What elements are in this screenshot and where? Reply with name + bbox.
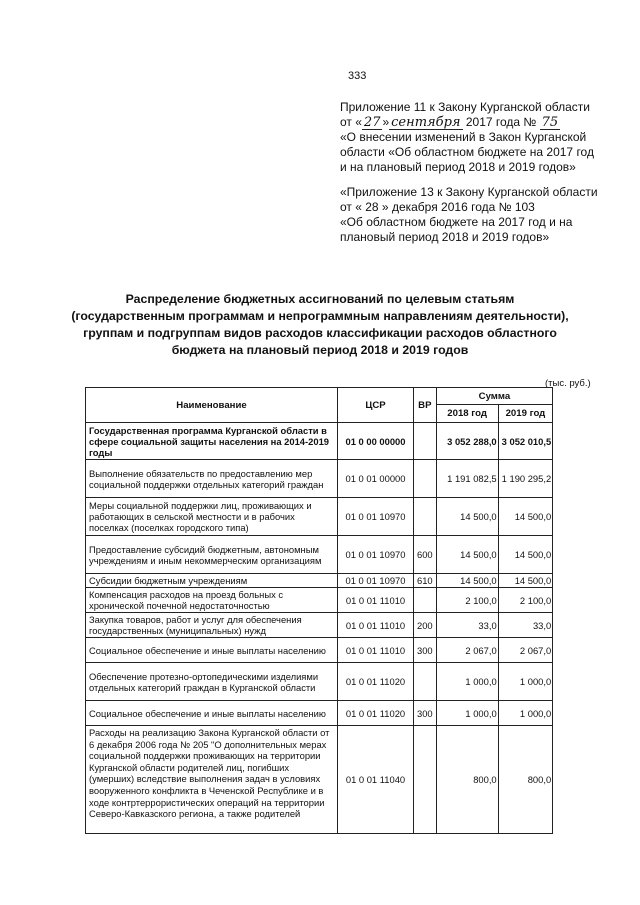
cell-2019: 800,0	[498, 726, 553, 834]
cell-name: Обеспечение протезно-ортопедическими изделиями отдельных категорий граждан в Курганской области	[86, 663, 338, 701]
cell-csr: 01 0 01 11010	[338, 588, 414, 613]
appendix-11-line3: «О внесении изменений в Закон Курганской	[340, 130, 587, 144]
cell-2018: 1 191 082,5	[436, 460, 498, 498]
date-prefix: от «	[340, 115, 362, 129]
cell-2019: 1 000,0	[498, 663, 553, 701]
table-row	[86, 536, 553, 574]
document-title: Распределение бюджетных ассигнований по целевым статьям (государственным программам и непрограммным направлениям деятельности), группам и подгруппам видов расходов классификации расходов областного бюджета на плановый период 2018 и 2019 годов	[71, 292, 569, 357]
cell-2018: 14 500,0	[436, 498, 498, 536]
cell-csr: 01 0 01 11040	[338, 726, 414, 834]
appendix-13-line3: «Об областном бюджете на 2017 год и на	[340, 215, 573, 229]
appendix-11-line5: и на плановый период 2018 и 2019 годов»	[340, 160, 576, 174]
cell-2018: 800,0	[436, 726, 498, 834]
cell-name: Государственная программа Курганской области в сфере социальной защиты населения на 2014-2019 годы	[86, 423, 338, 460]
date-mid: »	[382, 115, 390, 129]
cell-vr: 610	[414, 574, 437, 588]
cell-csr: 01 0 01 00000	[338, 460, 414, 498]
cell-name: Меры социальной поддержки лиц, проживающих и работающих в сельской местности и в рабочих поселках (поселках городского типа)	[86, 498, 338, 536]
cell-vr	[414, 588, 437, 613]
header-name: Наименование	[86, 388, 338, 423]
appendix-13-header	[340, 185, 630, 245]
handwritten-number: 75	[541, 115, 559, 130]
cell-csr: 01 0 01 11020	[338, 663, 414, 701]
cell-2018: 3 052 288,0	[436, 423, 498, 460]
header-sum: Сумма	[436, 388, 553, 405]
budget-table	[85, 387, 553, 834]
cell-name: Расходы на реализацию Закона Курганской области от 6 декабря 2006 года № 205 "О дополнительных мерах социальной поддержки проживающих на территории Курганской области родителей лиц, погибших (умерших) вследствие выполнения задач в условиях вооруженного конфликта в Чеченской Республике и в ходе контртеррористических операций на территории Северо-Кавказского региона, а также родителей	[86, 726, 338, 834]
cell-vr	[414, 460, 437, 498]
cell-2018: 1 000,0	[436, 663, 498, 701]
cell-name: Предоставление субсидий бюджетным, автономным учреждениям и иным некоммерческим организациям	[86, 536, 338, 574]
cell-vr: 300	[414, 701, 437, 726]
appendix-11-date-line	[340, 115, 630, 130]
cell-2018: 14 500,0	[436, 574, 498, 588]
cell-2019: 1 190 295,2	[498, 460, 553, 498]
cell-csr: 01 0 01 11010	[338, 613, 414, 638]
cell-2019: 3 052 010,5	[498, 423, 553, 460]
cell-csr: 01 0 01 11020	[338, 701, 414, 726]
handwritten-month: сентября	[391, 115, 461, 130]
page-number: 333	[348, 70, 367, 82]
cell-2019: 2 100,0	[498, 588, 553, 613]
cell-csr: 01 0 01 10970	[338, 574, 414, 588]
cell-name: Закупка товаров, работ и услуг для обеспечения государственных (муниципальных) нужд	[86, 613, 338, 638]
cell-vr: 200	[414, 613, 437, 638]
table-row	[86, 460, 553, 498]
table-row	[86, 726, 553, 834]
appendix-11-line4: области «Об областном бюджете на 2017 год	[340, 145, 594, 159]
cell-2019: 2 067,0	[498, 638, 553, 663]
cell-2018: 1 000,0	[436, 701, 498, 726]
cell-csr: 01 0 01 10970	[338, 498, 414, 536]
cell-name: Компенсация расходов на проезд больных с хронической почечной недостаточностью	[86, 588, 338, 613]
cell-2019: 33,0	[498, 613, 553, 638]
table-row	[86, 701, 553, 726]
cell-csr: 01 0 01 11010	[338, 638, 414, 663]
cell-name: Социальное обеспечение и иные выплаты населению	[86, 701, 338, 726]
cell-csr: 01 0 00 00000	[338, 423, 414, 460]
cell-2019: 1 000,0	[498, 701, 553, 726]
cell-2018: 2 067,0	[436, 638, 498, 663]
table-row	[86, 638, 553, 663]
table-row	[86, 423, 553, 460]
cell-2019: 14 500,0	[498, 536, 553, 574]
header-2018: 2018 год	[436, 405, 498, 423]
cell-vr: 300	[414, 638, 437, 663]
table-row	[86, 574, 553, 588]
cell-name: Социальное обеспечение и иные выплаты населению	[86, 638, 338, 663]
date-year: 2017 года №	[465, 115, 537, 129]
table-row	[86, 498, 553, 536]
units-label: (тыс. руб.)	[545, 378, 591, 389]
header-vr: ВР	[414, 388, 437, 423]
table-row	[86, 588, 553, 613]
cell-name: Выполнение обязательств по предоставлению мер социальной поддержки отдельных категорий граждан	[86, 460, 338, 498]
cell-csr: 01 0 01 10970	[338, 536, 414, 574]
cell-2018: 33,0	[436, 613, 498, 638]
table-row	[86, 613, 553, 638]
cell-vr	[414, 726, 437, 834]
handwritten-day: 27	[363, 115, 381, 130]
header-2019: 2019 год	[498, 405, 553, 423]
cell-2019: 14 500,0	[498, 574, 553, 588]
appendix-13-line2: от « 28 » декабря 2016 года № 103	[340, 200, 535, 214]
cell-vr	[414, 663, 437, 701]
header-csr: ЦСР	[338, 388, 414, 423]
cell-name: Субсидии бюджетным учреждениям	[86, 574, 338, 588]
cell-2018: 14 500,0	[436, 536, 498, 574]
table-row	[86, 663, 553, 701]
appendix-13-line1: «Приложение 13 к Закону Курганской области	[340, 185, 598, 199]
cell-2019: 14 500,0	[498, 498, 553, 536]
cell-2018: 2 100,0	[436, 588, 498, 613]
cell-vr	[414, 423, 437, 460]
cell-vr: 600	[414, 536, 437, 574]
appendix-13-line4: плановый период 2018 и 2019 годов»	[340, 230, 550, 244]
cell-vr	[414, 498, 437, 536]
appendix-11-line1: Приложение 11 к Закону Курганской области	[340, 100, 590, 114]
appendix-11-header	[340, 100, 630, 175]
